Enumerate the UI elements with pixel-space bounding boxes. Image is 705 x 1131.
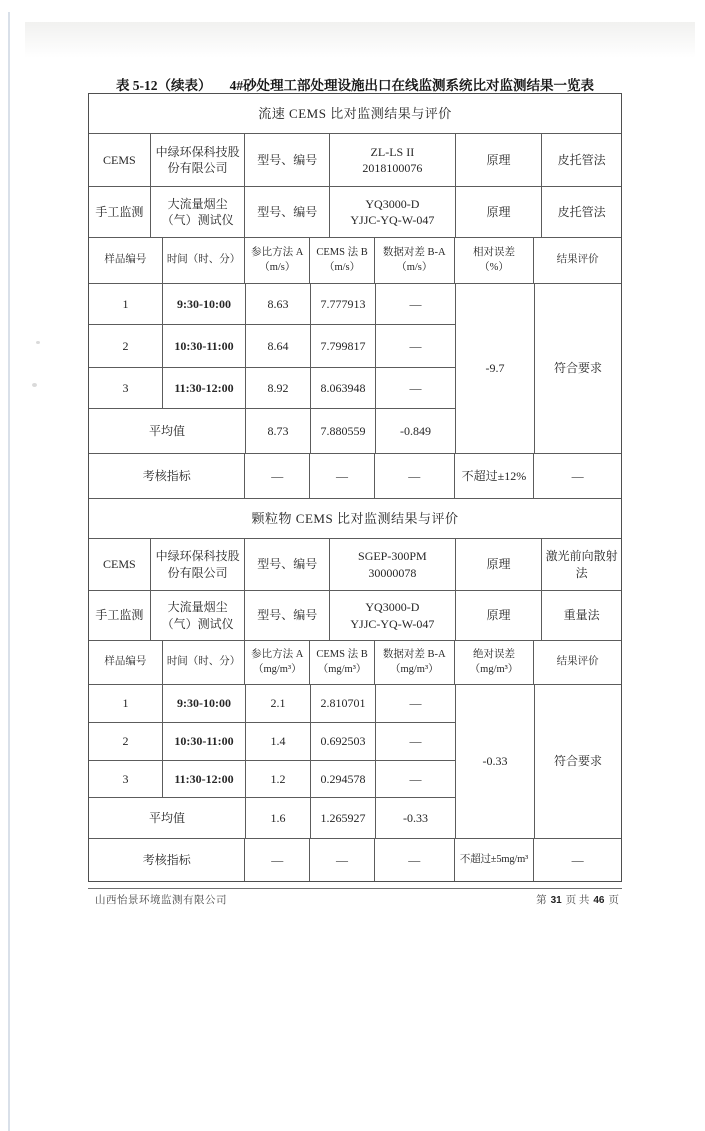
section1-body	[89, 284, 621, 454]
footer-divider	[88, 888, 622, 889]
section2-title-row	[89, 499, 621, 539]
vendor-cell: 中绿环保科技股份有限公司	[151, 134, 246, 186]
average-row	[89, 409, 456, 453]
section2-body	[89, 685, 621, 839]
section1-cems-equipment-row	[89, 134, 621, 187]
section2-title: 颗粒物 CEMS 比对监测结果与评价	[251, 510, 459, 526]
time-cell: 10:30-11:00	[163, 325, 246, 367]
assessment-limit-cell: 不超过±12%	[455, 454, 535, 498]
model-value-cell	[330, 187, 456, 237]
sample-no-cell: 2	[89, 325, 163, 367]
monitoring-table	[88, 93, 622, 882]
ref-value-cell: 2.1	[246, 685, 311, 722]
role-cell: 手工监测	[89, 187, 151, 237]
col-header-result: 结果评价	[556, 656, 599, 668]
model-value-cell	[330, 539, 456, 590]
principle-value-cell: 皮托管法	[557, 152, 606, 167]
page-label-suffix: 页	[608, 895, 619, 906]
table-row	[89, 284, 456, 325]
footer-company: 山西怡景环境监测有限公司	[95, 895, 227, 906]
role-cell: CEMS	[89, 539, 151, 590]
table-row	[89, 685, 456, 723]
page-total: 46	[593, 895, 605, 906]
sample-no-cell: 2	[89, 723, 163, 760]
cems-value-cell: 8.063948	[311, 368, 376, 409]
section2-assessment-row	[89, 839, 621, 881]
diff-value-cell: —	[376, 284, 456, 324]
principle-label-cell: 原理	[456, 134, 543, 186]
vendor-cell: 大流量烟尘（气）测试仪	[151, 187, 246, 237]
page-current: 31	[550, 895, 562, 906]
model-line1: SGEP-300PM	[358, 549, 427, 564]
assessment-cems-cell: —	[310, 839, 375, 881]
absolute-error-cell: -0.33	[456, 685, 535, 838]
time-cell: 11:30-12:00	[163, 368, 246, 409]
ref-value-cell: 8.63	[246, 284, 311, 324]
model-label-cell: 型号、编号	[245, 134, 330, 186]
col-header-time: 时间（时、分）	[163, 641, 246, 684]
sample-no-cell: 1	[89, 284, 163, 324]
section2-header-row	[89, 641, 621, 685]
section2-data-rows	[89, 685, 456, 838]
principle-value-cell: 激光前向散射法	[545, 549, 618, 580]
vendor-cell: 大流量烟尘（气）测试仪	[151, 591, 246, 640]
col-header-cems-method: CEMS 法 B （m/s）	[310, 238, 375, 283]
model-line1: YQ3000-D	[365, 196, 420, 211]
model-label-cell: 型号、编号	[245, 591, 330, 640]
average-label-cell: 平均值	[89, 409, 246, 453]
caption-index: 表 5-12（续表）	[115, 78, 212, 93]
model-value-cell	[330, 591, 456, 640]
result-cell: 符合要求	[554, 754, 603, 769]
assessment-diff-cell: —	[375, 839, 455, 881]
result-cell: 符合要求	[554, 361, 603, 376]
col-header-cems-method: CEMS 法 B （mg/m³）	[310, 641, 375, 684]
model-line2: 2018100076	[362, 161, 423, 175]
average-row	[89, 798, 456, 838]
page-label-middle: 页 共	[565, 895, 590, 906]
diff-value-cell: —	[376, 723, 456, 760]
col-header-sample-no: 样品编号	[89, 641, 163, 684]
table-caption	[88, 74, 622, 94]
cems-value-cell: 7.777913	[311, 284, 376, 324]
table-row	[89, 368, 456, 410]
assessment-label-cell: 考核指标	[89, 454, 245, 498]
assessment-ref-cell: —	[245, 454, 310, 498]
diff-value-cell: —	[376, 761, 456, 798]
assessment-ref-cell: —	[245, 839, 310, 881]
sample-no-cell: 1	[89, 685, 163, 722]
scan-speck	[36, 341, 40, 344]
principle-label-cell: 原理	[456, 591, 543, 640]
cems-value-cell: 2.810701	[311, 685, 376, 722]
assessment-limit-cell: 不超过±5mg/m³	[455, 839, 535, 881]
vendor-cell: 中绿环保科技股份有限公司	[151, 539, 246, 590]
assessment-result-cell: —	[571, 468, 584, 483]
scan-speck	[32, 383, 37, 387]
col-header-time: 时间（时、分）	[163, 238, 246, 283]
caption-title: 4#砂处理工部处理设施出口在线监测系统比对监测结果一览表	[229, 78, 595, 93]
section1-manual-equipment-row	[89, 187, 621, 238]
footer-page-number	[88, 892, 620, 907]
average-diff-cell: -0.33	[376, 798, 456, 838]
assessment-cems-cell: —	[310, 454, 375, 498]
cems-value-cell: 0.692503	[311, 723, 376, 760]
page-label-prefix: 第	[536, 895, 547, 906]
section1-assessment-row	[89, 454, 621, 499]
diff-value-cell: —	[376, 685, 456, 722]
section2-cems-equipment-row	[89, 539, 621, 591]
table-row	[89, 761, 456, 799]
average-diff-cell: -0.849	[376, 409, 456, 453]
section1-data-rows	[89, 284, 456, 453]
assessment-label-cell: 考核指标	[89, 839, 245, 881]
average-ref-cell: 8.73	[246, 409, 311, 453]
cems-value-cell: 7.799817	[311, 325, 376, 367]
col-header-ref-method: 参比方法 A （mg/m³）	[245, 641, 310, 684]
diff-value-cell: —	[376, 325, 456, 367]
diff-value-cell: —	[376, 368, 456, 409]
table-row	[89, 723, 456, 761]
model-line2: 30000078	[368, 565, 417, 580]
col-header-diff: 数据对差 B-A （m/s）	[375, 238, 455, 283]
table-row	[89, 325, 456, 368]
role-cell: 手工监测	[89, 591, 151, 640]
col-header-sample-no: 样品编号	[89, 238, 163, 283]
principle-label-cell: 原理	[456, 187, 543, 237]
average-ref-cell: 1.6	[246, 798, 311, 838]
model-line2: YJJC-YQ-W-047	[350, 616, 435, 631]
col-header-error: 相对误差 （%）	[455, 238, 535, 283]
section1-title-row	[89, 94, 621, 134]
col-header-ref-method: 参比方法 A （m/s）	[245, 238, 310, 283]
section2-manual-equipment-row	[89, 591, 621, 641]
relative-error-cell: -9.7	[456, 284, 535, 453]
sample-no-cell: 3	[89, 368, 163, 409]
model-label-cell: 型号、编号	[245, 187, 330, 237]
assessment-result-cell: —	[571, 852, 584, 867]
col-header-result: 结果评价	[556, 254, 599, 266]
model-line1: ZL-LS II	[370, 144, 415, 159]
model-value-cell	[330, 134, 456, 186]
role-cell: CEMS	[89, 134, 151, 186]
scan-edge-artifact	[8, 12, 10, 1131]
model-line2: YJJC-YQ-W-047	[350, 213, 435, 227]
section1-title: 流速 CEMS 比对监测结果与评价	[258, 105, 452, 121]
ref-value-cell: 8.92	[246, 368, 311, 409]
ref-value-cell: 1.4	[246, 723, 311, 760]
time-cell: 11:30-12:00	[163, 761, 246, 798]
scan-smudge-artifact	[25, 22, 695, 58]
col-header-diff: 数据对差 B-A （mg/m³）	[375, 641, 455, 684]
section1-header-row	[89, 238, 621, 284]
model-label-cell: 型号、编号	[245, 539, 330, 590]
ref-value-cell: 8.64	[246, 325, 311, 367]
col-header-error: 绝对误差 （mg/m³）	[455, 641, 535, 684]
time-cell: 10:30-11:00	[163, 723, 246, 760]
average-cems-cell: 1.265927	[311, 798, 376, 838]
principle-label-cell: 原理	[456, 539, 543, 590]
model-line1: YQ3000-D	[365, 600, 420, 615]
time-cell: 9:30-10:00	[163, 284, 246, 324]
ref-value-cell: 1.2	[246, 761, 311, 798]
assessment-diff-cell: —	[375, 454, 455, 498]
cems-value-cell: 0.294578	[311, 761, 376, 798]
average-label-cell: 平均值	[89, 798, 246, 838]
principle-value-cell: 重量法	[563, 608, 600, 623]
principle-value-cell: 皮托管法	[557, 204, 606, 219]
time-cell: 9:30-10:00	[163, 685, 246, 722]
average-cems-cell: 7.880559	[311, 409, 376, 453]
sample-no-cell: 3	[89, 761, 163, 798]
